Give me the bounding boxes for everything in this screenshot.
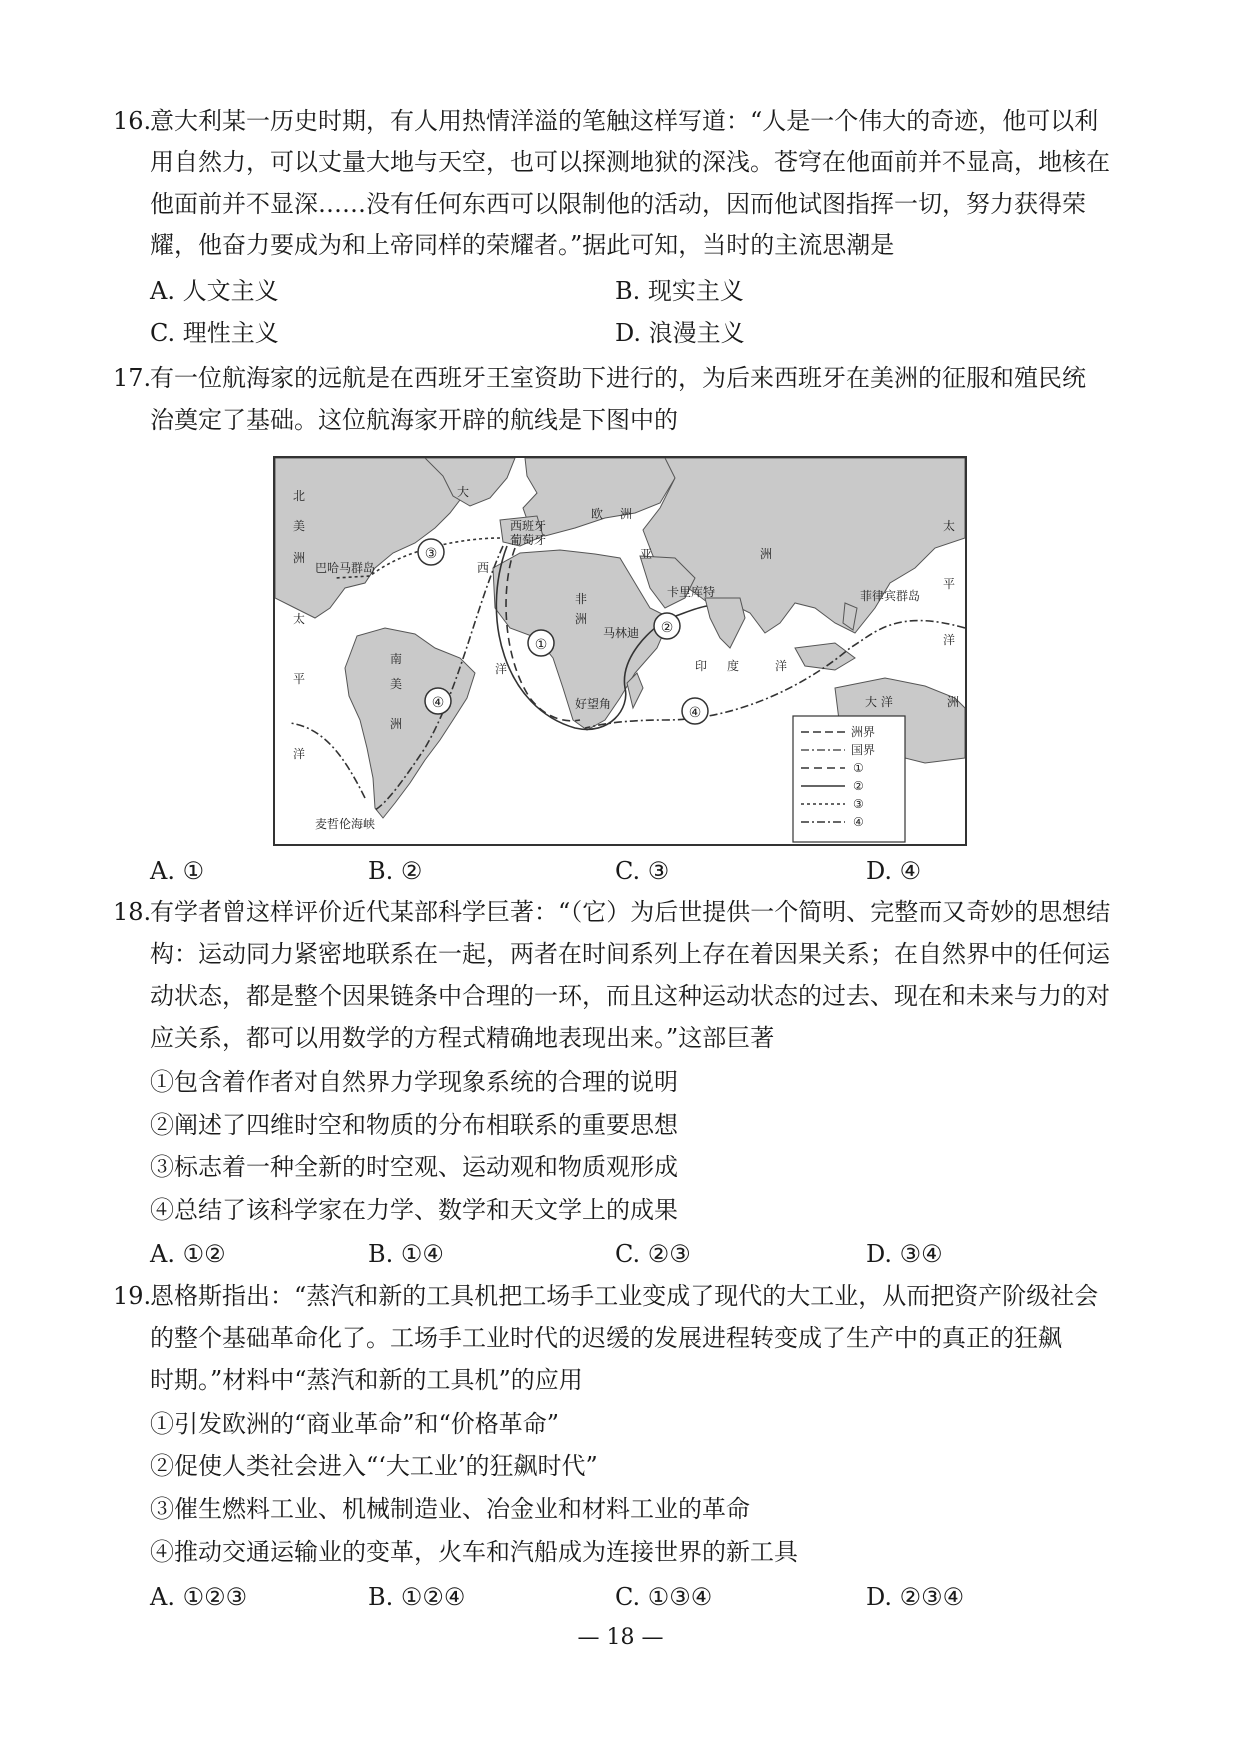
label-cape: 好望角 bbox=[575, 697, 612, 711]
question-number: 16. bbox=[113, 107, 152, 135]
label-atlantic-1: 大 bbox=[457, 485, 470, 499]
label-pacific-w-3: 洋 bbox=[293, 747, 306, 761]
question-text-line: 他面前并不显深……没有任何东西可以限制他的活动，因而他试图指挥一切，努力获得荣 bbox=[150, 190, 1086, 218]
label-atlantic-2: 西 bbox=[477, 561, 490, 575]
label-oceania-2: 洲 bbox=[947, 695, 960, 709]
label-indian-1: 印 bbox=[695, 659, 708, 673]
label-north-america-3: 洲 bbox=[293, 551, 306, 565]
label-north-america-1: 北 bbox=[293, 489, 306, 503]
asia-shape bbox=[643, 458, 965, 633]
question-text-line: 有学者曾这样评价近代某部科学巨著：“（它）为后世提供一个简明、完整而又奇妙的思想结 bbox=[150, 898, 1111, 926]
label-portugal: 葡萄牙 bbox=[510, 533, 547, 547]
label-africa-2: 洲 bbox=[575, 612, 588, 626]
label-spain: 西班牙 bbox=[510, 519, 547, 533]
legend-country-border: 国界 bbox=[851, 743, 876, 757]
statement-item: ④总结了该科学家在力学、数学和天文学上的成果 bbox=[150, 1196, 678, 1224]
world-map-svg bbox=[275, 458, 965, 844]
statement-item: ②促使人类社会进入“‘大工业’的狂飙时代” bbox=[150, 1452, 598, 1480]
voyage-routes-map bbox=[273, 456, 967, 846]
legend-route-3: ③ bbox=[853, 797, 864, 811]
statement-item: ②阐述了四维时空和物质的分布相联系的重要思想 bbox=[150, 1111, 678, 1139]
option-d: D. ④ bbox=[866, 857, 922, 885]
route-4-marker-b: ④ bbox=[688, 705, 702, 721]
option-b: B. 现实主义 bbox=[615, 277, 744, 305]
label-pacific-w-2: 平 bbox=[293, 672, 306, 686]
statement-item: ①引发欧洲的“商业革命”和“价格革命” bbox=[150, 1410, 560, 1438]
route-1-marker: ① bbox=[534, 637, 548, 653]
legend-route-4: ④ bbox=[853, 815, 864, 829]
question-text-line: 治奠定了基础。这位航海家开辟的航线是下图中的 bbox=[150, 406, 678, 434]
statement-item: ①包含着作者对自然界力学现象系统的合理的说明 bbox=[150, 1068, 678, 1096]
label-magellan: 麦哲伦海峡 bbox=[315, 817, 376, 831]
option-b: B. ①②④ bbox=[368, 1583, 466, 1611]
label-bahamas: 巴哈马群岛 bbox=[315, 561, 376, 575]
label-pacific-e-1: 太 bbox=[943, 519, 956, 533]
option-d: D. ②③④ bbox=[866, 1583, 965, 1611]
label-south-america-2: 美 bbox=[390, 677, 403, 691]
question-text-line: 耀，他奋力要成为和上帝同样的荣耀者。”据此可知，当时的主流思潮是 bbox=[150, 231, 895, 259]
option-c: C. ②③ bbox=[615, 1240, 691, 1268]
question-text-line: 恩格斯指出：“蒸汽和新的工具机把工场手工业变成了现代的大工业，从而把资产阶级社会 bbox=[150, 1282, 1099, 1310]
option-c: C. ①③④ bbox=[615, 1583, 713, 1611]
legend-route-2: ② bbox=[853, 779, 864, 793]
question-text-line: 用自然力，可以丈量大地与天空，也可以探测地狱的深浅。苍穹在他面前并不显高，地核在 bbox=[150, 148, 1110, 176]
legend-continent-border: 洲界 bbox=[851, 725, 876, 739]
statement-item: ③催生燃料工业、机械制造业、冶金业和材料工业的革命 bbox=[150, 1495, 750, 1523]
label-asia-1: 亚 bbox=[640, 547, 653, 561]
label-pacific-e-2: 平 bbox=[943, 577, 956, 591]
label-philippines: 菲律宾群岛 bbox=[860, 589, 921, 603]
map-legend bbox=[793, 716, 905, 842]
question-number: 17. bbox=[113, 364, 152, 392]
question-text-line: 构：运动同力紧密地联系在一起，两者在时间系列上存在着因果关系；在自然界中的任何运 bbox=[150, 940, 1110, 968]
label-europe-2: 洲 bbox=[620, 507, 633, 521]
question-text-line: 意大利某一历史时期，有人用热情洋溢的笔触这样写道：“人是一个伟大的奇迹，他可以利 bbox=[150, 107, 1099, 135]
label-north-america-2: 美 bbox=[293, 519, 306, 533]
label-malindi: 马林迪 bbox=[603, 626, 640, 640]
option-a: A. ①②③ bbox=[150, 1583, 248, 1611]
sea-islands-shape bbox=[795, 643, 855, 670]
route-4-marker-a: ④ bbox=[431, 695, 445, 711]
statement-item: ③标志着一种全新的时空观、运动观和物质观形成 bbox=[150, 1153, 678, 1181]
legend-box bbox=[793, 716, 905, 842]
legend-route-1: ① bbox=[853, 761, 864, 775]
page-number: — 18 — bbox=[577, 1625, 664, 1650]
option-c: C. 理性主义 bbox=[150, 319, 279, 347]
question-text-line: 应关系，都可以用数学的方程式精确地表现出来。”这部巨著 bbox=[150, 1024, 775, 1052]
option-b: B. ①④ bbox=[368, 1240, 444, 1268]
route-2-marker: ② bbox=[660, 620, 674, 636]
india-shape bbox=[705, 598, 745, 648]
question-text-line: 的整个基础革命化了。工场手工业时代的迟缓的发展进程转变成了生产中的真正的狂飙 bbox=[150, 1324, 1062, 1352]
label-south-america-1: 南 bbox=[390, 652, 403, 666]
option-c: C. ③ bbox=[615, 857, 670, 885]
label-asia-2: 洲 bbox=[760, 547, 773, 561]
label-indian-3: 洋 bbox=[775, 659, 788, 673]
label-calicut: 卡里库特 bbox=[667, 585, 716, 599]
question-text-line: 时期。”材料中“蒸汽和新的工具机”的应用 bbox=[150, 1366, 583, 1394]
question-text-line: 动状态，都是整个因果链条中合理的一环，而且这种运动状态的过去、现在和未来与力的对 bbox=[150, 982, 1110, 1010]
statement-item: ④推动交通运输业的变革，火车和汽船成为连接世界的新工具 bbox=[150, 1538, 798, 1566]
label-pacific-w-1: 太 bbox=[293, 612, 306, 626]
question-text-line: 有一位航海家的远航是在西班牙王室资助下进行的，为后来西班牙在美洲的征服和殖民统 bbox=[150, 364, 1086, 392]
label-europe-1: 欧 bbox=[591, 507, 604, 521]
question-number: 18. bbox=[113, 898, 152, 926]
route-3-marker: ③ bbox=[424, 546, 438, 562]
question-number: 19. bbox=[113, 1282, 152, 1310]
option-a: A. 人文主义 bbox=[150, 277, 279, 305]
option-d: D. ③④ bbox=[866, 1240, 943, 1268]
label-pacific-e-3: 洋 bbox=[943, 633, 956, 647]
label-africa-1: 非 bbox=[575, 592, 588, 606]
option-d: D. 浪漫主义 bbox=[615, 319, 745, 347]
label-indian-2: 度 bbox=[727, 659, 740, 673]
label-atlantic-3: 洋 bbox=[495, 662, 508, 676]
option-b: B. ② bbox=[368, 857, 423, 885]
label-south-america-3: 洲 bbox=[390, 717, 403, 731]
south-america-shape bbox=[345, 628, 475, 818]
option-a: A. ①② bbox=[150, 1240, 226, 1268]
option-a: A. ① bbox=[150, 857, 205, 885]
label-oceania: 大 洋 bbox=[865, 695, 893, 709]
